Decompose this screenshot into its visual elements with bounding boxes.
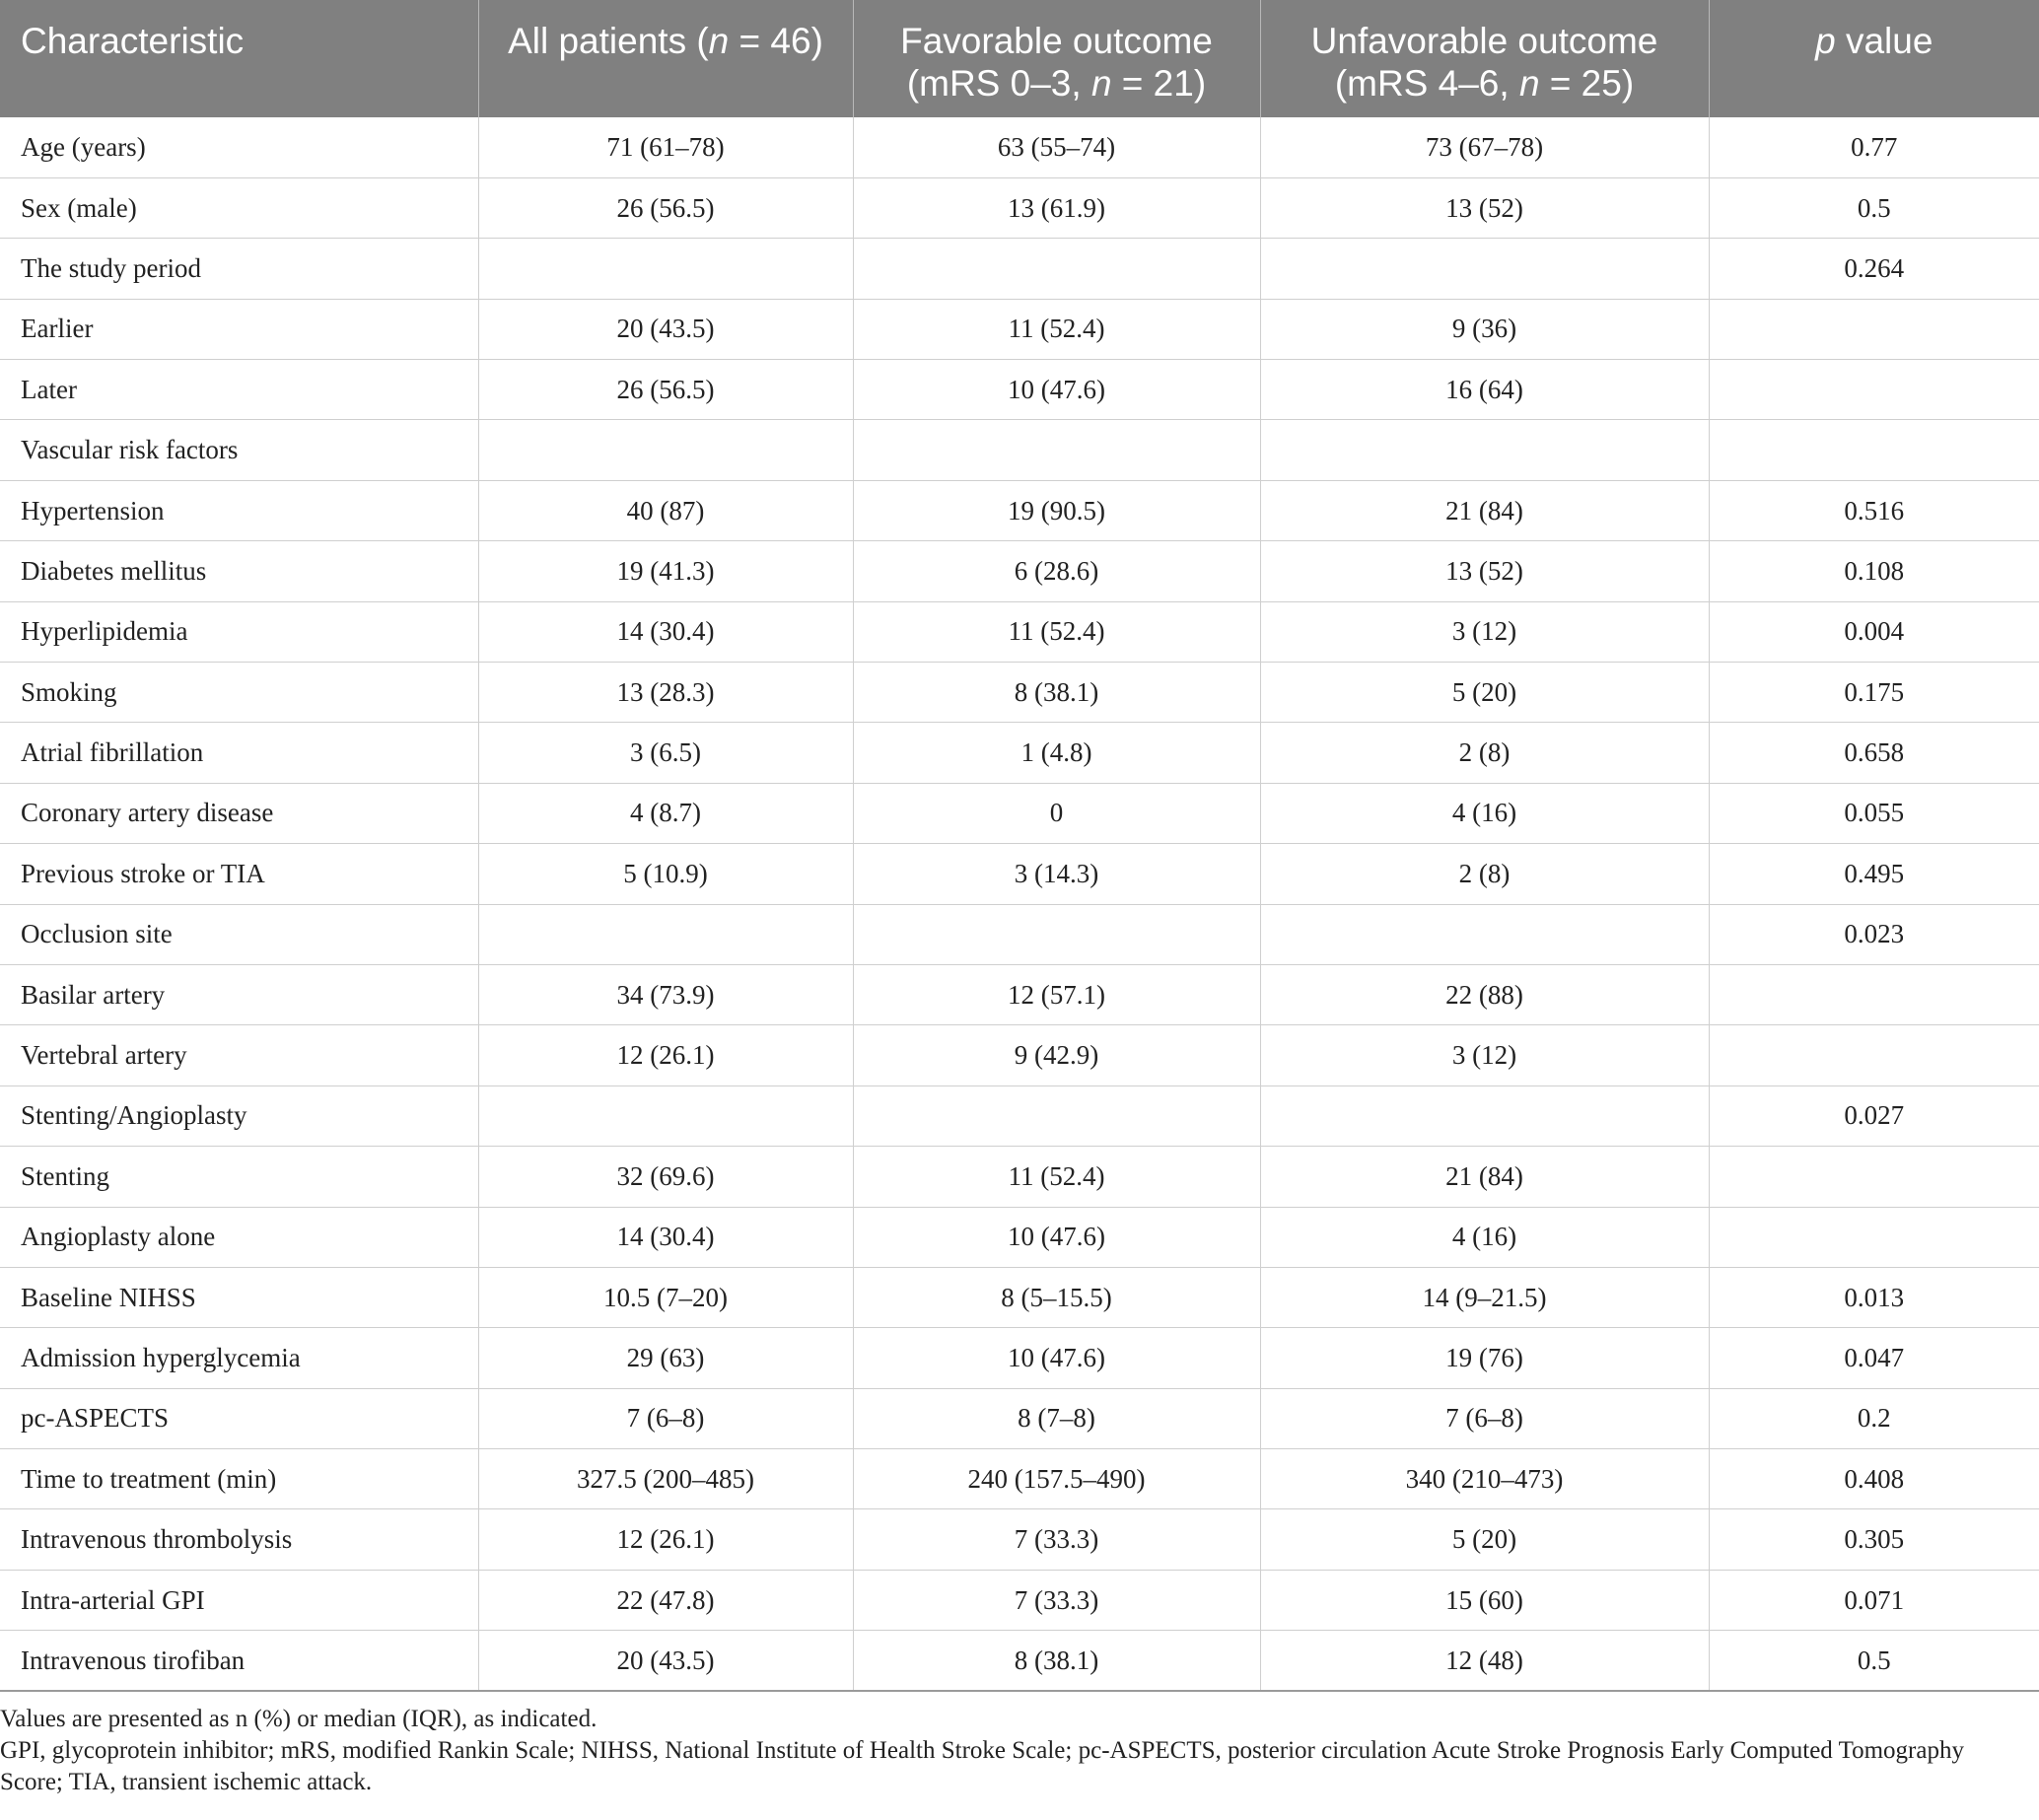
cell-unfavorable xyxy=(1260,904,1709,964)
table-row xyxy=(0,1085,2039,1146)
cell-p-value: 0.77 xyxy=(1709,117,2039,177)
table-row xyxy=(0,723,2039,783)
cell-all-patients: 34 (73.9) xyxy=(478,964,853,1024)
cell-characteristic: Sex (male) xyxy=(0,177,478,238)
table-row xyxy=(0,1328,2039,1388)
cell-unfavorable: 4 (16) xyxy=(1260,1207,1709,1267)
cell-p-value: 0.264 xyxy=(1709,239,2039,299)
cell-characteristic: Smoking xyxy=(0,663,478,723)
cell-characteristic: Atrial fibrillation xyxy=(0,723,478,783)
cell-unfavorable xyxy=(1260,239,1709,299)
cell-p-value xyxy=(1709,1147,2039,1207)
footnote-abbreviations: GPI, glycoprotein inhibitor; mRS, modified Rankin Scale; NIHSS, National Institute of Health Stroke Scale; pc-ASPECTS, posterior circulation Acute Stroke Prognosis Early Computed Tomography Score; TIA, transient ischemic attack. xyxy=(0,1737,1964,1795)
cell-p-value xyxy=(1709,420,2039,480)
table-row xyxy=(0,663,2039,723)
cell-unfavorable: 2 (8) xyxy=(1260,844,1709,904)
cell-p-value: 0.047 xyxy=(1709,1328,2039,1388)
header-characteristic: Characteristic xyxy=(21,21,245,61)
cell-favorable: 8 (38.1) xyxy=(853,663,1260,723)
cell-favorable: 8 (7–8) xyxy=(853,1388,1260,1448)
cell-p-value: 0.516 xyxy=(1709,480,2039,540)
cell-characteristic: Earlier xyxy=(0,299,478,359)
table-row xyxy=(0,420,2039,480)
cell-all-patients: 40 (87) xyxy=(478,480,853,540)
cell-favorable: 11 (52.4) xyxy=(853,601,1260,662)
table-row xyxy=(0,783,2039,843)
cell-all-patients xyxy=(478,239,853,299)
cell-characteristic: Hypertension xyxy=(0,480,478,540)
cell-favorable: 8 (38.1) xyxy=(853,1631,1260,1691)
cell-all-patients: 327.5 (200–485) xyxy=(478,1449,853,1509)
cell-favorable: 9 (42.9) xyxy=(853,1025,1260,1085)
cell-characteristic: Intravenous thrombolysis xyxy=(0,1509,478,1570)
cell-p-value: 0.2 xyxy=(1709,1388,2039,1448)
cell-favorable xyxy=(853,420,1260,480)
cell-favorable: 6 (28.6) xyxy=(853,541,1260,601)
cell-all-patients: 19 (41.3) xyxy=(478,541,853,601)
table-body xyxy=(0,117,2039,1691)
cell-favorable: 7 (33.3) xyxy=(853,1570,1260,1630)
cell-all-patients: 12 (26.1) xyxy=(478,1025,853,1085)
cell-characteristic: Later xyxy=(0,360,478,420)
table-row xyxy=(0,117,2039,177)
table-row xyxy=(0,1449,2039,1509)
cell-p-value: 0.071 xyxy=(1709,1570,2039,1630)
cell-p-value xyxy=(1709,299,2039,359)
cell-characteristic: Vascular risk factors xyxy=(0,420,478,480)
header-all-patients: All patients (n = 46) xyxy=(478,0,853,117)
cell-all-patients: 10.5 (7–20) xyxy=(478,1267,853,1327)
table-row xyxy=(0,1207,2039,1267)
cell-all-patients xyxy=(478,1085,853,1146)
cell-all-patients: 71 (61–78) xyxy=(478,117,853,177)
header-row xyxy=(0,0,2039,117)
footnote-values-format: Values are presented as n (%) or median (IQR), as indicated. xyxy=(0,1706,598,1732)
cell-p-value: 0.027 xyxy=(1709,1085,2039,1146)
cell-unfavorable: 73 (67–78) xyxy=(1260,117,1709,177)
cell-p-value: 0.658 xyxy=(1709,723,2039,783)
cell-unfavorable xyxy=(1260,1085,1709,1146)
cell-characteristic: Stenting xyxy=(0,1147,478,1207)
cell-favorable: 1 (4.8) xyxy=(853,723,1260,783)
cell-characteristic: Diabetes mellitus xyxy=(0,541,478,601)
cell-p-value xyxy=(1709,360,2039,420)
table-row xyxy=(0,601,2039,662)
table-row xyxy=(0,1147,2039,1207)
cell-favorable: 7 (33.3) xyxy=(853,1509,1260,1570)
cell-all-patients: 5 (10.9) xyxy=(478,844,853,904)
header-favorable-outcome: Favorable outcome (mRS 0–3, n = 21) xyxy=(853,0,1260,117)
cell-characteristic: Previous stroke or TIA xyxy=(0,844,478,904)
cell-favorable: 10 (47.6) xyxy=(853,1328,1260,1388)
cell-all-patients: 4 (8.7) xyxy=(478,783,853,843)
cell-p-value: 0.408 xyxy=(1709,1449,2039,1509)
table-row xyxy=(0,1388,2039,1448)
table-row xyxy=(0,1025,2039,1085)
cell-unfavorable: 4 (16) xyxy=(1260,783,1709,843)
cell-p-value: 0.175 xyxy=(1709,663,2039,723)
cell-all-patients: 12 (26.1) xyxy=(478,1509,853,1570)
cell-characteristic: Intra-arterial GPI xyxy=(0,1570,478,1630)
cell-unfavorable: 15 (60) xyxy=(1260,1570,1709,1630)
cell-characteristic: Stenting/Angioplasty xyxy=(0,1085,478,1146)
cell-characteristic: Age (years) xyxy=(0,117,478,177)
cell-p-value: 0.495 xyxy=(1709,844,2039,904)
cell-all-patients: 13 (28.3) xyxy=(478,663,853,723)
cell-unfavorable: 21 (84) xyxy=(1260,1147,1709,1207)
cell-favorable: 12 (57.1) xyxy=(853,964,1260,1024)
cell-p-value: 0.108 xyxy=(1709,541,2039,601)
table-row xyxy=(0,480,2039,540)
cell-all-patients: 3 (6.5) xyxy=(478,723,853,783)
cell-all-patients: 26 (56.5) xyxy=(478,177,853,238)
table-row xyxy=(0,964,2039,1024)
cell-p-value: 0.013 xyxy=(1709,1267,2039,1327)
table-row xyxy=(0,541,2039,601)
cell-unfavorable: 14 (9–21.5) xyxy=(1260,1267,1709,1327)
cell-all-patients: 32 (69.6) xyxy=(478,1147,853,1207)
cell-unfavorable: 13 (52) xyxy=(1260,541,1709,601)
cell-unfavorable xyxy=(1260,420,1709,480)
cell-favorable: 0 xyxy=(853,783,1260,843)
cell-p-value xyxy=(1709,964,2039,1024)
cell-all-patients: 14 (30.4) xyxy=(478,601,853,662)
cell-characteristic: Hyperlipidemia xyxy=(0,601,478,662)
cell-favorable xyxy=(853,1085,1260,1146)
table-row xyxy=(0,177,2039,238)
cell-characteristic: Time to treatment (min) xyxy=(0,1449,478,1509)
cell-characteristic: pc-ASPECTS xyxy=(0,1388,478,1448)
cell-all-patients: 26 (56.5) xyxy=(478,360,853,420)
cell-p-value xyxy=(1709,1025,2039,1085)
cell-favorable xyxy=(853,239,1260,299)
cell-p-value: 0.023 xyxy=(1709,904,2039,964)
cell-favorable: 10 (47.6) xyxy=(853,1207,1260,1267)
cell-characteristic: Baseline NIHSS xyxy=(0,1267,478,1327)
table-row xyxy=(0,1267,2039,1327)
cell-characteristic: Basilar artery xyxy=(0,964,478,1024)
cell-favorable: 8 (5–15.5) xyxy=(853,1267,1260,1327)
cell-all-patients: 14 (30.4) xyxy=(478,1207,853,1267)
table-row xyxy=(0,299,2039,359)
cell-favorable: 13 (61.9) xyxy=(853,177,1260,238)
cell-p-value: 0.305 xyxy=(1709,1509,2039,1570)
cell-favorable: 63 (55–74) xyxy=(853,117,1260,177)
cell-characteristic: Vertebral artery xyxy=(0,1025,478,1085)
cell-unfavorable: 5 (20) xyxy=(1260,1509,1709,1570)
cell-characteristic: The study period xyxy=(0,239,478,299)
cell-characteristic: Occlusion site xyxy=(0,904,478,964)
cell-all-patients: 20 (43.5) xyxy=(478,299,853,359)
table-row xyxy=(0,1509,2039,1570)
cell-unfavorable: 16 (64) xyxy=(1260,360,1709,420)
cell-p-value: 0.055 xyxy=(1709,783,2039,843)
cell-unfavorable: 13 (52) xyxy=(1260,177,1709,238)
table-row xyxy=(0,1570,2039,1630)
cell-unfavorable: 3 (12) xyxy=(1260,1025,1709,1085)
cell-unfavorable: 22 (88) xyxy=(1260,964,1709,1024)
cell-all-patients: 20 (43.5) xyxy=(478,1631,853,1691)
cell-favorable: 240 (157.5–490) xyxy=(853,1449,1260,1509)
cell-favorable: 10 (47.6) xyxy=(853,360,1260,420)
cell-unfavorable: 3 (12) xyxy=(1260,601,1709,662)
cell-all-patients: 7 (6–8) xyxy=(478,1388,853,1448)
cell-p-value: 0.5 xyxy=(1709,177,2039,238)
cell-unfavorable: 5 (20) xyxy=(1260,663,1709,723)
header-p-value: p value xyxy=(1709,0,2039,117)
cell-unfavorable: 7 (6–8) xyxy=(1260,1388,1709,1448)
cell-favorable: 11 (52.4) xyxy=(853,1147,1260,1207)
cell-unfavorable: 2 (8) xyxy=(1260,723,1709,783)
header-unfavorable-outcome: Unfavorable outcome (mRS 4–6, n = 25) xyxy=(1260,0,1709,117)
cell-unfavorable: 21 (84) xyxy=(1260,480,1709,540)
cell-p-value xyxy=(1709,1207,2039,1267)
table-row xyxy=(0,360,2039,420)
table-row xyxy=(0,904,2039,964)
cell-favorable: 3 (14.3) xyxy=(853,844,1260,904)
cell-p-value: 0.004 xyxy=(1709,601,2039,662)
cell-p-value: 0.5 xyxy=(1709,1631,2039,1691)
cell-all-patients xyxy=(478,420,853,480)
table-row xyxy=(0,239,2039,299)
table-footnotes xyxy=(0,1704,2011,1798)
cell-all-patients: 29 (63) xyxy=(478,1328,853,1388)
cell-characteristic: Admission hyperglycemia xyxy=(0,1328,478,1388)
table-row xyxy=(0,844,2039,904)
table-header xyxy=(0,0,2039,117)
cell-favorable: 11 (52.4) xyxy=(853,299,1260,359)
cell-favorable xyxy=(853,904,1260,964)
cell-characteristic: Intravenous tirofiban xyxy=(0,1631,478,1691)
cell-unfavorable: 340 (210–473) xyxy=(1260,1449,1709,1509)
cell-all-patients xyxy=(478,904,853,964)
cell-favorable: 19 (90.5) xyxy=(853,480,1260,540)
cell-characteristic: Coronary artery disease xyxy=(0,783,478,843)
cell-all-patients: 22 (47.8) xyxy=(478,1570,853,1630)
cell-characteristic: Angioplasty alone xyxy=(0,1207,478,1267)
table-row xyxy=(0,1631,2039,1691)
cell-unfavorable: 9 (36) xyxy=(1260,299,1709,359)
cell-unfavorable: 12 (48) xyxy=(1260,1631,1709,1691)
cell-unfavorable: 19 (76) xyxy=(1260,1328,1709,1388)
